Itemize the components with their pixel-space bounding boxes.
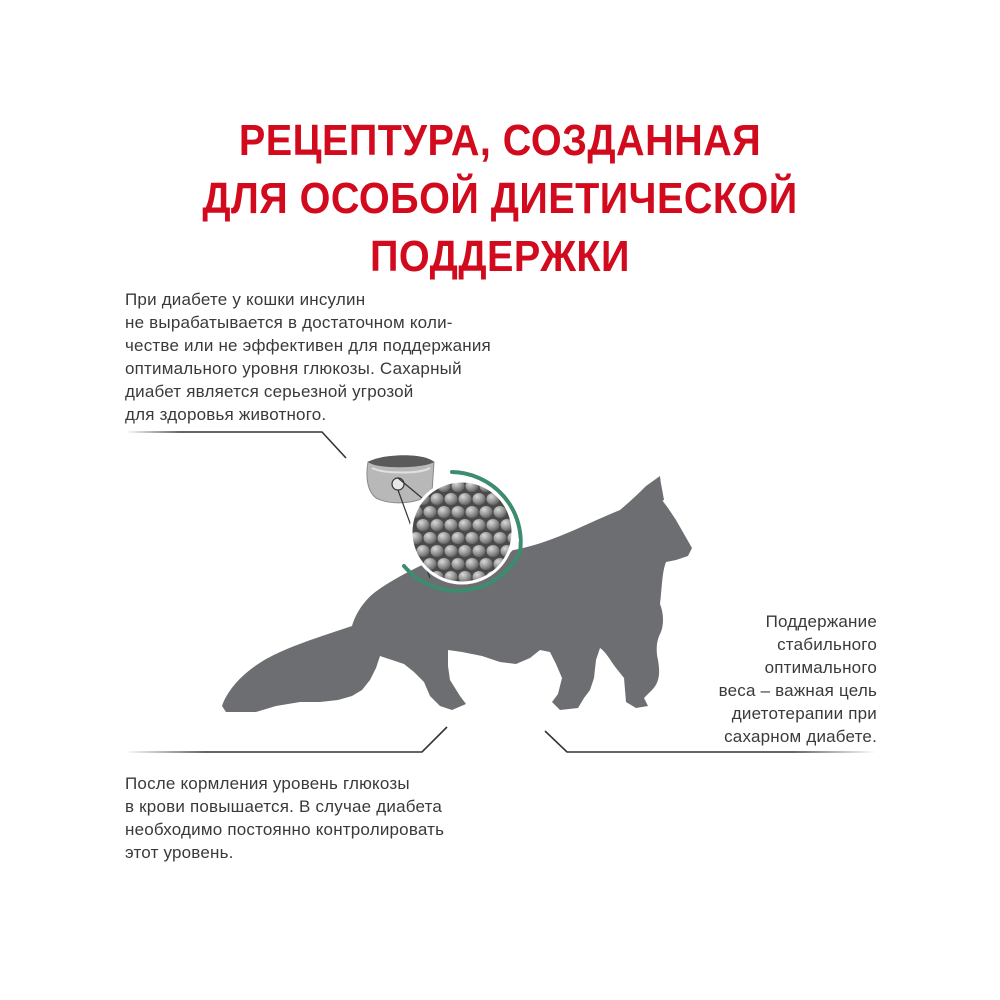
text-line: необходимо постоянно контролировать bbox=[125, 820, 445, 839]
kibble-bead bbox=[424, 532, 437, 544]
kibble-bead bbox=[459, 519, 472, 531]
leader-line-top bbox=[125, 432, 346, 458]
headline-line-3: ПОДДЕРЖКИ bbox=[370, 232, 630, 281]
text-line: веса – важная цель bbox=[718, 681, 877, 700]
text-line: диетотерапии при bbox=[731, 704, 877, 723]
kibble-bead bbox=[445, 519, 458, 531]
leader-line-bottom-right bbox=[545, 731, 876, 752]
text-line: не вырабатывается в достаточном коли- bbox=[125, 313, 453, 332]
kibble-bead bbox=[417, 545, 430, 557]
kibble-bead bbox=[417, 519, 430, 531]
kibble-bead bbox=[431, 545, 444, 557]
text-line: При диабете у кошки инсулин bbox=[125, 290, 366, 309]
text-line: Поддержание bbox=[765, 612, 877, 631]
kibble-bead bbox=[459, 545, 472, 557]
kibble-bead bbox=[431, 493, 444, 505]
headline-line-1: РЕЦЕПТУРА, СОЗДАННАЯ bbox=[238, 116, 762, 165]
text-line: честве или не эффективен для поддержания bbox=[125, 336, 491, 355]
text-line: стабильного bbox=[777, 635, 877, 654]
kibble-bead bbox=[445, 493, 458, 505]
text-line: сахарном диабете. bbox=[724, 727, 877, 746]
kibble-bead bbox=[473, 545, 486, 557]
text-line: в крови повышается. В случае диабета bbox=[125, 797, 443, 816]
kibble-bead bbox=[431, 519, 444, 531]
kibble-bead bbox=[438, 506, 451, 518]
kibble-bead bbox=[466, 558, 479, 570]
kibble-bead bbox=[494, 506, 507, 518]
kibble-bead bbox=[487, 545, 500, 557]
headline-line-2: ДЛЯ ОСОБОЙ ДИЕТИЧЕСКОЙ bbox=[202, 174, 798, 223]
text-line: для здоровья животного. bbox=[125, 405, 327, 424]
kibble-bead bbox=[508, 480, 521, 492]
kibble-bead bbox=[438, 558, 451, 570]
kibble-bead bbox=[459, 493, 472, 505]
text-line: диабет является серьезной угрозой bbox=[125, 382, 414, 401]
kibble-bead bbox=[473, 493, 486, 505]
kibble-bead bbox=[466, 532, 479, 544]
kibble-bead bbox=[445, 545, 458, 557]
kibble-bead bbox=[487, 519, 500, 531]
kibble-bead bbox=[494, 532, 507, 544]
kibble-bead bbox=[424, 506, 437, 518]
kibble-bead bbox=[452, 506, 465, 518]
kibble-bead bbox=[452, 558, 465, 570]
text-line: оптимального bbox=[764, 658, 877, 677]
kibble-bead bbox=[438, 532, 451, 544]
text-line: После кормления уровень глюкозы bbox=[125, 774, 410, 793]
kibble-bead bbox=[480, 558, 493, 570]
text-line: этот уровень. bbox=[125, 843, 234, 862]
kibble-bead bbox=[480, 506, 493, 518]
kibble-bead bbox=[473, 519, 486, 531]
kibble-bead bbox=[466, 506, 479, 518]
kibble-bead bbox=[480, 532, 493, 544]
text-line: оптимального уровня глюкозы. Сахарный bbox=[125, 359, 462, 378]
kibble-bead bbox=[452, 532, 465, 544]
leader-line-bottom-left bbox=[125, 727, 447, 752]
kibble-bead bbox=[515, 493, 528, 505]
